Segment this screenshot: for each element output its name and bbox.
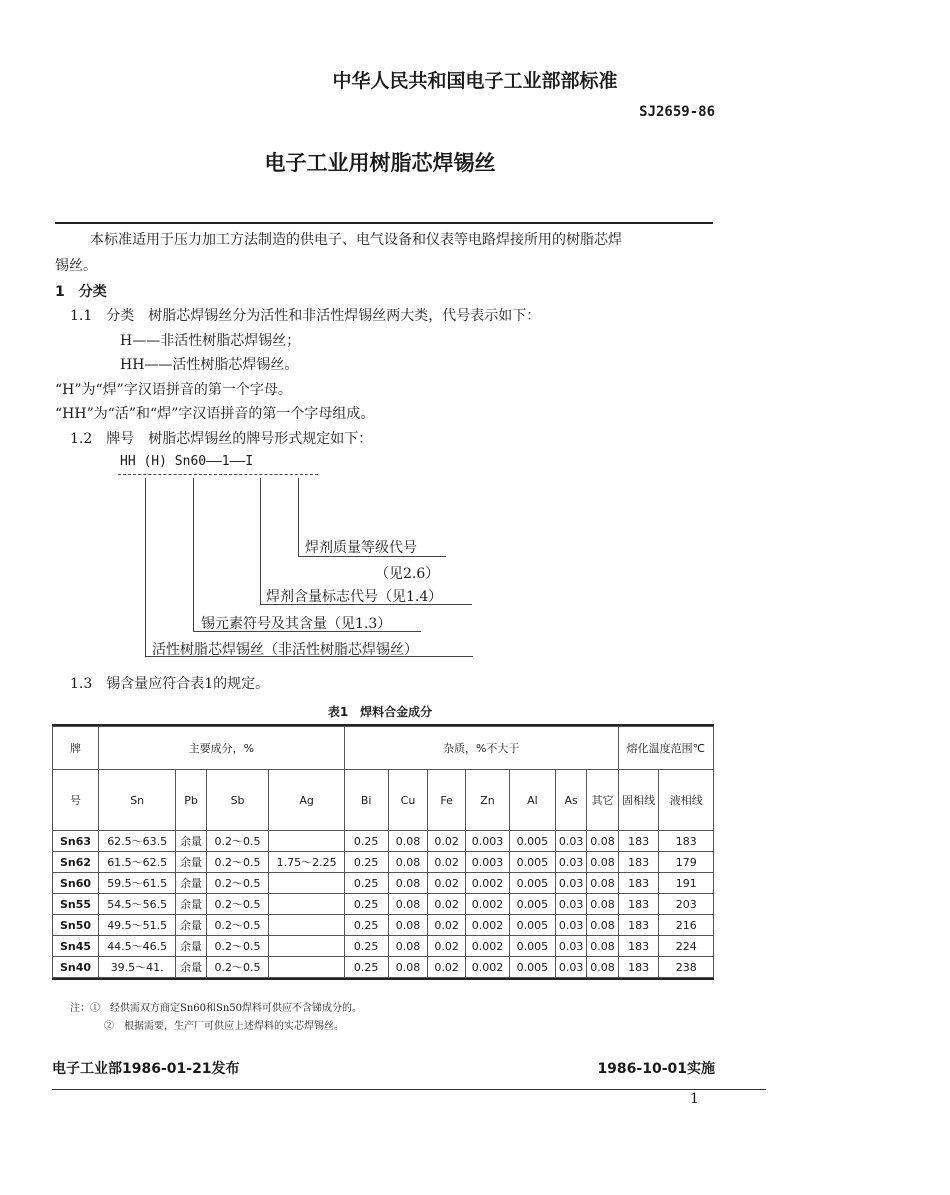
- table-cell: Sn50: [53, 915, 99, 936]
- table-cell: 0.08: [388, 852, 428, 873]
- column-header: 液相线: [659, 770, 714, 831]
- table-cell: Sn40: [53, 957, 99, 978]
- table-cell: [269, 831, 344, 852]
- table-cell: 0.02: [428, 831, 466, 852]
- section-1-1: 1.1 分类 树脂芯焊锡丝分为活性和非活性焊锡丝两大类，代号表示如下：: [70, 308, 541, 324]
- table-cell: 54.5～56.5: [99, 894, 176, 915]
- column-header: Cu: [388, 770, 428, 831]
- table-cell: 0.005: [509, 915, 555, 936]
- underline-rosin-type: [145, 656, 473, 657]
- column-header: 固相线: [618, 770, 659, 831]
- table-row: [53, 873, 714, 894]
- table-cell: 44.5～46.5: [99, 936, 176, 957]
- column-header: Al: [509, 770, 555, 831]
- table-cell: 0.25: [344, 957, 388, 978]
- table-cell: 1.75～2.25: [269, 852, 344, 873]
- table-cell: 183: [618, 915, 659, 936]
- table-cell: [269, 915, 344, 936]
- standard-header: 中华人民共和国电子工业部部标准: [332, 70, 618, 92]
- label-rosin-type: 活性树脂芯焊锡丝（非活性树脂芯焊锡丝）: [152, 642, 418, 658]
- table-cell: 0.03: [555, 915, 586, 936]
- table-cell: [269, 894, 344, 915]
- table-cell: 余量: [176, 915, 206, 936]
- section-1-2: 1.2 牌号 树脂芯焊锡丝的牌号形式规定如下：: [70, 431, 373, 447]
- table-cell: 0.08: [587, 915, 618, 936]
- grade-header-top: 牌: [53, 727, 99, 770]
- table-cell: 203: [659, 894, 714, 915]
- table-cell: Sn60: [53, 873, 99, 894]
- table-cell: 余量: [176, 873, 206, 894]
- table-cell: 0.02: [428, 894, 466, 915]
- leader-4: [298, 478, 299, 556]
- table-cell: 0.2～0.5: [206, 936, 269, 957]
- table-caption: 表1 焊料合金成分: [327, 705, 433, 719]
- table-cell: 0.005: [509, 873, 555, 894]
- table-cell: 0.03: [555, 852, 586, 873]
- table-cell: 49.5～51.5: [99, 915, 176, 936]
- table-cell: 0.002: [466, 957, 510, 978]
- table-cell: [269, 957, 344, 978]
- effective-date: 1986-10-01实施: [597, 1061, 715, 1077]
- table-cell: 0.08: [388, 873, 428, 894]
- h-definition: H——非活性树脂芯焊锡丝；: [120, 333, 301, 349]
- table-cell: 191: [659, 873, 714, 894]
- table-cell: 0.03: [555, 957, 586, 978]
- table-cell: 余量: [176, 831, 206, 852]
- table-cell: 0.08: [587, 831, 618, 852]
- column-header: Sb: [206, 770, 269, 831]
- table-cell: 0.02: [428, 852, 466, 873]
- column-header: Zn: [466, 770, 510, 831]
- table-cell: 余量: [176, 936, 206, 957]
- hh-definition: HH——活性树脂芯焊锡丝。: [120, 357, 299, 373]
- leader-1: [145, 478, 146, 656]
- title-rule: [55, 222, 713, 224]
- main-components-header: 主要成分，%: [99, 727, 345, 770]
- table-row: [53, 894, 714, 915]
- table-cell: 0.03: [555, 873, 586, 894]
- column-header: Fe: [428, 770, 466, 831]
- table-cell: 0.25: [344, 936, 388, 957]
- table-row: [53, 915, 714, 936]
- table-cell: 0.002: [466, 936, 510, 957]
- table-cell: 余量: [176, 957, 206, 978]
- table-row: [53, 831, 714, 852]
- underline-tin-content: [193, 631, 421, 632]
- alloy-composition-table: [52, 726, 714, 978]
- table-cell: 179: [659, 852, 714, 873]
- table-cell: 0.2～0.5: [206, 915, 269, 936]
- table-cell: 224: [659, 936, 714, 957]
- table-cell: 0.002: [466, 915, 510, 936]
- table-cell: 余量: [176, 894, 206, 915]
- table-cell: Sn62: [53, 852, 99, 873]
- table-cell: 余量: [176, 852, 206, 873]
- table-cell: 183: [618, 957, 659, 978]
- table-cell: 0.03: [555, 936, 586, 957]
- table-cell: 183: [618, 873, 659, 894]
- standard-code: SJ2659-86: [639, 104, 715, 120]
- leader-2: [193, 478, 194, 631]
- column-header: Pb: [176, 770, 206, 831]
- column-header: Sn: [99, 770, 176, 831]
- table-cell: 183: [659, 831, 714, 852]
- designation-code: HH (H) Sn60——1——I: [120, 454, 254, 469]
- leader-3: [260, 478, 261, 604]
- section-1-heading: 1 分类: [55, 284, 107, 300]
- table-cell: 0.08: [388, 894, 428, 915]
- column-header: As: [555, 770, 586, 831]
- impurities-header: 杂质，%不大于: [344, 727, 618, 770]
- table-row: [53, 957, 714, 978]
- table-cell: 0.003: [466, 852, 510, 873]
- table-cell: Sn55: [53, 894, 99, 915]
- table-cell: Sn63: [53, 831, 99, 852]
- table-cell: 0.08: [587, 894, 618, 915]
- table-cell: 0.02: [428, 957, 466, 978]
- table-cell: 0.005: [509, 852, 555, 873]
- column-header: Bi: [344, 770, 388, 831]
- table-cell: 0.02: [428, 873, 466, 894]
- table-cell: 0.2～0.5: [206, 957, 269, 978]
- table-cell: 0.005: [509, 831, 555, 852]
- table-cell: 0.02: [428, 936, 466, 957]
- table-cell: [269, 936, 344, 957]
- table-cell: 0.2～0.5: [206, 873, 269, 894]
- table-cell: 0.25: [344, 873, 388, 894]
- table-cell: 0.02: [428, 915, 466, 936]
- table-cell: 183: [618, 936, 659, 957]
- page-number: 1: [690, 1091, 699, 1107]
- table-row: [53, 936, 714, 957]
- hh-note: “HH”为“活”和“焊”字汉语拼音的第一个字母组成。: [55, 406, 375, 422]
- table-cell: 183: [618, 894, 659, 915]
- table-cell: 0.08: [388, 957, 428, 978]
- table-cell: 0.08: [587, 873, 618, 894]
- label-flux-grade-ref: （见2.6）: [375, 566, 440, 582]
- document-title: 电子工业用树脂芯焊锡丝: [264, 151, 496, 175]
- table-cell: [269, 873, 344, 894]
- h-note: “H”为“焊”字汉语拼音的第一个字母。: [55, 382, 292, 398]
- melting-range-header: 熔化温度范围℃: [618, 727, 713, 770]
- table-cell: 183: [618, 831, 659, 852]
- grade-header-bottom: 号: [53, 770, 99, 831]
- table-cell: 0.25: [344, 915, 388, 936]
- table-cell: 62.5～63.5: [99, 831, 176, 852]
- table-cell: 0.002: [466, 873, 510, 894]
- publish-date: 电子工业部1986-01-21发布: [52, 1061, 240, 1077]
- column-header: Ag: [269, 770, 344, 831]
- table-row: [53, 852, 714, 873]
- table-cell: 0.2～0.5: [206, 852, 269, 873]
- table-cell: 0.08: [388, 936, 428, 957]
- section-1-3: 1.3 锡含量应符合表1的规定。: [70, 676, 270, 692]
- table-cell: 0.2～0.5: [206, 831, 269, 852]
- table-cell: 0.25: [344, 831, 388, 852]
- table-cell: 0.005: [509, 957, 555, 978]
- intro-line-2: 锡丝。: [55, 258, 97, 274]
- table-cell: 61.5～62.5: [99, 852, 176, 873]
- table-cell: 216: [659, 915, 714, 936]
- table-cell: 0.08: [587, 852, 618, 873]
- table-cell: 39.5～41.: [99, 957, 176, 978]
- column-header: 其它: [587, 770, 618, 831]
- underline-flux-grade: [298, 556, 446, 557]
- table-cell: 0.003: [466, 831, 510, 852]
- table-cell: 0.2～0.5: [206, 894, 269, 915]
- footer-rule: [52, 1089, 766, 1090]
- table-cell: 0.005: [509, 894, 555, 915]
- table-cell: 183: [618, 852, 659, 873]
- intro-line-1: 本标准适用于压力加工方法制造的供电子、电气设备和仪表等电路焊接所用的树脂芯焊: [90, 232, 622, 248]
- table-cell: 0.03: [555, 831, 586, 852]
- table-cell: 59.5～61.5: [99, 873, 176, 894]
- table-cell: 0.25: [344, 894, 388, 915]
- table-cell: 0.002: [466, 894, 510, 915]
- alloy-table-frame: [52, 724, 714, 980]
- table-cell: 0.08: [388, 831, 428, 852]
- label-tin-content: 锡元素符号及其含量（见1.3）: [201, 616, 392, 632]
- note-2: ② 根据需要，生产厂可供应上述焊料的实芯焊锡丝。: [104, 1021, 344, 1032]
- code-underline: [118, 474, 318, 475]
- table-cell: 0.08: [587, 936, 618, 957]
- table-cell: Sn45: [53, 936, 99, 957]
- table-cell: 0.25: [344, 852, 388, 873]
- table-cell: 0.08: [388, 915, 428, 936]
- table-cell: 0.03: [555, 894, 586, 915]
- table-cell: 0.08: [587, 957, 618, 978]
- table-cell: 238: [659, 957, 714, 978]
- underline-flux-content: [260, 604, 472, 605]
- label-flux-content: 焊剂含量标志代号（见1.4）: [266, 589, 443, 605]
- table-cell: 0.005: [509, 936, 555, 957]
- label-flux-grade: 焊剂质量等级代号: [305, 540, 417, 556]
- note-1: 注：① 经供需双方商定Sn60和Sn50焊料可供应不含锑成分的。: [70, 1003, 363, 1014]
